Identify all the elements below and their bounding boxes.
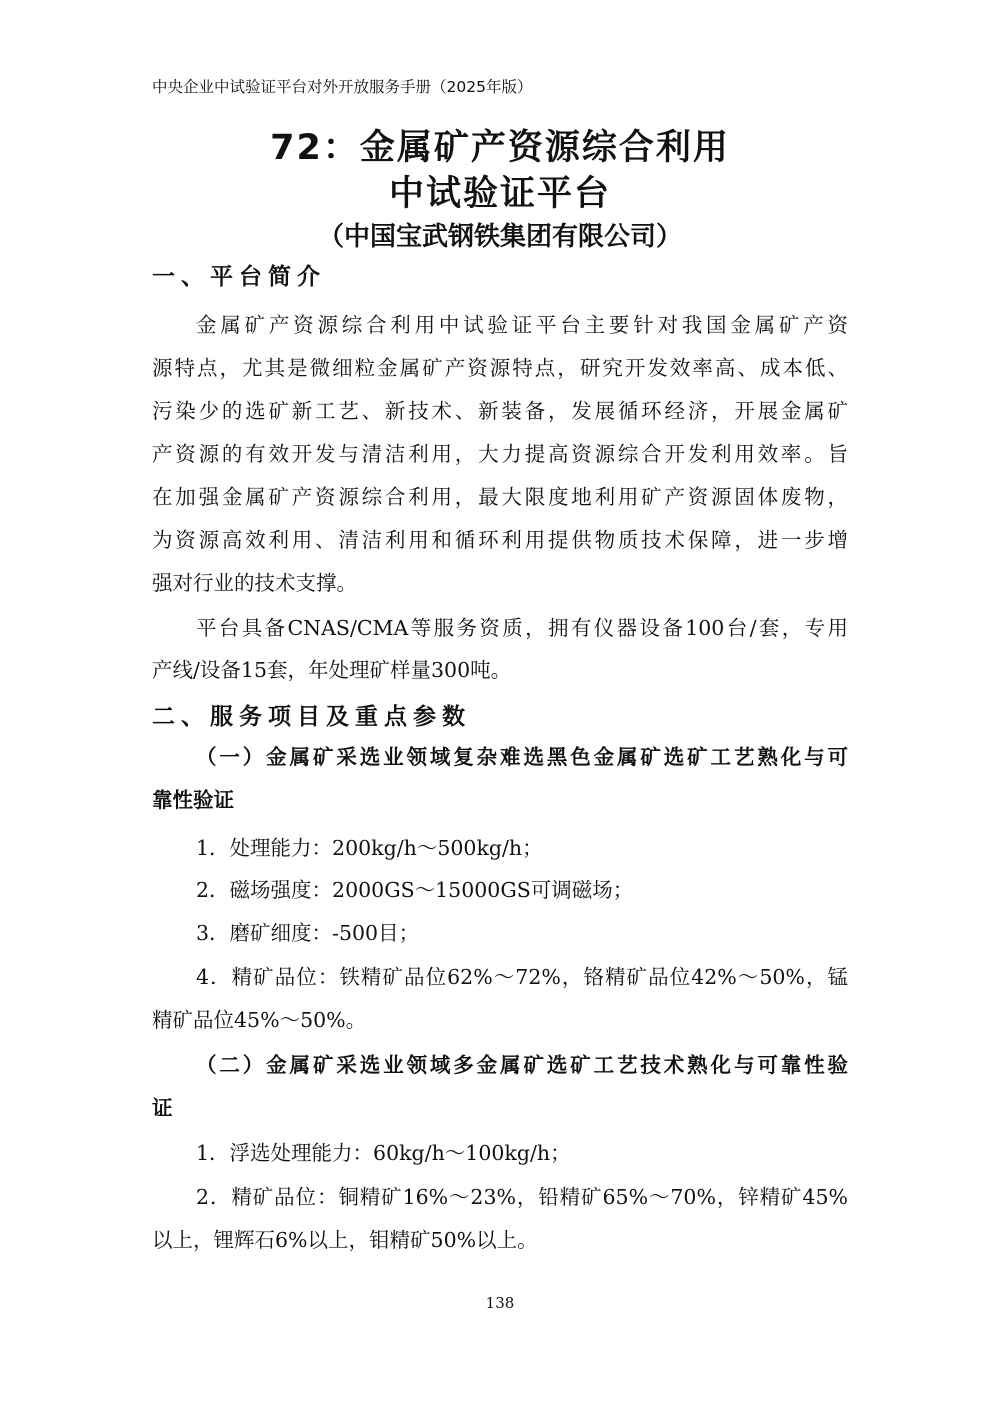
section-heading-services: 二、服务项目及重点参数 — [152, 704, 471, 730]
page-title-line1: 72：金属矿产资源综合利用 — [270, 128, 730, 168]
parameter-line: 3．磨矿细度：-500目； — [196, 921, 420, 945]
running-header: 中央企业中试验证平台对外开放服务手册（2025年版） — [152, 78, 533, 96]
section-heading-intro: 一、平台简介 — [152, 264, 326, 290]
parameter-line: 以上，锂辉石6%以上，钼精矿50%以上。 — [152, 1228, 538, 1252]
service-item-title: 证 — [152, 1096, 173, 1120]
paragraph-line: 产线/设备15套，年处理矿样量300吨。 — [152, 658, 512, 682]
paragraph-line: 在加强金属矿产资源综合利用，最大限度地利用矿产资源固体废物， — [152, 485, 848, 509]
service-item-title: 靠性验证 — [152, 788, 234, 812]
parameter-line: 1．浮选处理能力：60kg/h～100kg/h； — [196, 1141, 571, 1165]
page-title-line2: 中试验证平台 — [388, 174, 611, 214]
parameter-line: 4．精矿品位：铁精矿品位62%～72%，铬精矿品位42%～50%，锰 — [196, 965, 848, 989]
parameter-line: 2．磁场强度：2000GS～15000GS可调磁场； — [196, 878, 634, 902]
paragraph-line: 产资源的有效开发与清洁利用，大力提高资源综合开发利用效率。旨 — [152, 442, 848, 466]
paragraph-line: 源特点，尤其是微细粒金属矿产资源特点，研究开发效率高、成本低、 — [152, 356, 848, 380]
paragraph-line: 为资源高效利用、清洁利用和循环利用提供物质技术保障，进一步增 — [152, 528, 848, 552]
parameter-line: 2．精矿品位：铜精矿16%～23%，铅精矿65%～70%，锌精矿45% — [196, 1185, 848, 1209]
page-number: 138 — [485, 1294, 515, 1312]
paragraph-line: 平台具备CNAS/CMA等服务资质，拥有仪器设备100台/套，专用 — [196, 616, 848, 640]
paragraph-line: 污染少的选矿新工艺、新技术、新装备，发展循环经济，开展金属矿 — [152, 399, 848, 423]
company-name: （中国宝武钢铁集团有限公司） — [317, 222, 682, 252]
parameter-line: 1．处理能力：200kg/h～500kg/h； — [196, 836, 543, 860]
service-item-title: （一）金属矿采选业领域复杂难选黑色金属矿选矿工艺熟化与可 — [196, 745, 848, 769]
paragraph-line: 金属矿产资源综合利用中试验证平台主要针对我国金属矿产资 — [196, 313, 848, 337]
service-item-title: （二）金属矿采选业领域多金属矿选矿工艺技术熟化与可靠性验 — [196, 1053, 848, 1077]
paragraph-line: 强对行业的技术支撑。 — [152, 571, 357, 595]
parameter-line: 精矿品位45%～50%。 — [152, 1008, 367, 1032]
